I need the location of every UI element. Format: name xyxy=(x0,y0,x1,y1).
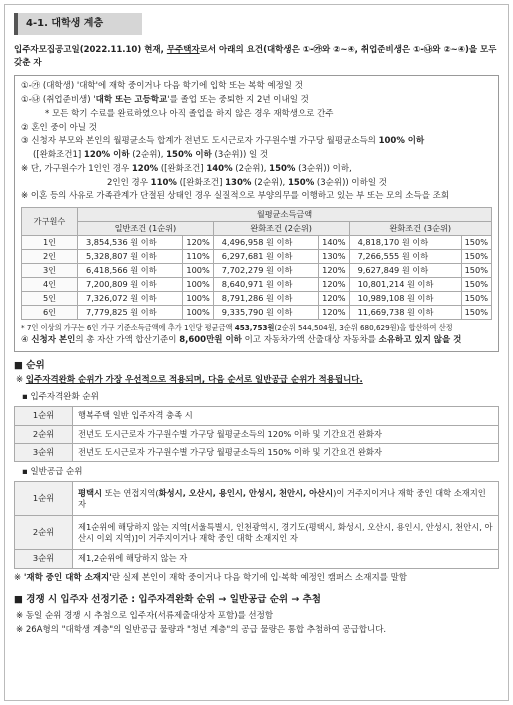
req-3-divorce: ※ 이혼 등의 사유로 가족관계가 단절된 상태인 경우 실질적으로 부양의무를 이행하고 있는 부 또는 모의 소득을 조회 xyxy=(21,191,450,202)
ranking-heading: ■ 순위 xyxy=(14,359,45,371)
desc-cell: 전년도 도시근로자 가구원수별 가구당 월평균소득의 120% 이하 및 기간요건 완화자 xyxy=(73,425,499,443)
table-row xyxy=(15,407,499,425)
income-cell-ap: 110% xyxy=(183,250,213,264)
income-cell-b: 8,640,971 원 이하 xyxy=(213,278,318,292)
rank-cell: 2순위 xyxy=(15,516,73,550)
table-row xyxy=(22,278,492,292)
income-cell-cp: 150% xyxy=(461,236,491,250)
req-1b: ①-㉯ (취업준비생) '대학 또는 고등학교'를 졸업 또는 중퇴한 지 2년 이내일 것 xyxy=(21,95,309,106)
income-cell-bp: 120% xyxy=(319,264,349,278)
income-cell-b: 4,496,958 원 이하 xyxy=(213,236,318,250)
rank-cell: 2순위 xyxy=(15,425,73,443)
req-3-two: 2인인 경우 110% ([완화조건] 130% (2순위), 150% (3순위)) 이하일 것 xyxy=(107,177,387,188)
req-3-single: ※ 단, 가구원수가 1인인 경우 120% ([완화조건] 140% (2순위), 150% (3순위)) 이하, xyxy=(21,163,352,174)
income-cell-bp: 120% xyxy=(319,292,349,306)
income-cell-ap: 100% xyxy=(183,292,213,306)
general-rank-table xyxy=(14,481,499,568)
desc-cell: 전년도 도시근로자 가구원수별 가구당 월평균소득의 150% 이하 및 기간요건 완화자 xyxy=(73,443,499,461)
income-footnote: * 7인 이상의 가구는 6인 가구 기준소득금액에 추가 1인당 평균금액 453,753원(2순위 544,504원, 3순위 680,629원)을 합산하여 산정 xyxy=(21,323,453,333)
selection-heading: ■ 경쟁 시 입주자 선정기준 : 입주자격완화 순위 → 일반공급 순위 → 추첨 xyxy=(14,594,321,606)
income-cell-a: 3,854,536 원 이하 xyxy=(78,236,183,250)
income-cell-bp: 120% xyxy=(319,306,349,320)
desc-cell: 제1순위에 해당하지 않는 지역[서울특별시, 인천광역시, 경기도(평택시, 화성시, 오산시, 용인시, 안성시, 천안시, 아산시 이외 지역)]이 거주지이거나 재학 중인 대학 소재지인 자 xyxy=(73,516,499,550)
table-row xyxy=(15,550,499,568)
income-cell-ap: 100% xyxy=(183,306,213,320)
income-cell-cp: 150% xyxy=(461,306,491,320)
income-cell-c: 11,669,738 원 이하 xyxy=(349,306,461,320)
intro-pre: 입주자모집공고일(2022.11.10) 현재, xyxy=(14,45,167,55)
desc-cell: 행복주택 일반 입주자격 충족 시 xyxy=(73,407,499,425)
table-row xyxy=(22,306,492,320)
income-cell-bp: 130% xyxy=(319,250,349,264)
campus-note: ※ '재학 중인 대학 소재지'란 실제 본인이 재학 중이거나 다음 학기에 입·복학 예정인 캠퍼스 소재지를 말함 xyxy=(14,572,407,583)
income-cell-n: 3인 xyxy=(22,264,78,278)
rank-cell: 3순위 xyxy=(15,443,73,461)
income-table xyxy=(21,207,492,320)
income-cell-a: 6,418,566 원 이하 xyxy=(78,264,183,278)
selection-note-1: ※ 동일 순위 경쟁 시 추첨으로 입주자(서류제출대상자 포함)를 선정함 xyxy=(16,610,274,621)
income-cell-b: 7,702,279 원 이하 xyxy=(213,264,318,278)
relax-rank-title: ▪ 입주자격완화 순위 xyxy=(22,391,99,402)
req-3: ③ 신청자 부모와 본인의 월평균소득 합계가 전년도 도시근로자 가구원수별 가구당 월평균소득의 100% 이하 xyxy=(21,136,425,147)
req-1b-note: * 모든 학기 수료를 완료하였으나 아직 졸업을 하지 않은 경우 재학생으로 간주 xyxy=(45,108,334,119)
table-row xyxy=(15,425,499,443)
table-row xyxy=(22,236,492,250)
general-rank-title: ▪ 일반공급 순위 xyxy=(22,466,83,477)
req-4: ④ 신청자 본인의 총 자산 가액 합산기준이 8,600만원 이하 이고 자동차가액 산출대상 자동차를 소유하고 있지 않을 것 xyxy=(21,334,462,345)
income-cell-c: 10,989,108 원 이하 xyxy=(349,292,461,306)
income-cell-a: 7,779,825 원 이하 xyxy=(78,306,183,320)
table-row xyxy=(22,264,492,278)
intro-post: 로서 아래의 요건(대학생은 ①-㉮와 ②~④, 취업준비생은 ①-㉯와 ②~④)을 모두 갖춘 자 xyxy=(14,45,497,69)
income-cell-a: 5,328,807 원 이하 xyxy=(78,250,183,264)
income-cell-n: 2인 xyxy=(22,250,78,264)
table-row xyxy=(15,443,499,461)
ranking-note: ※ 입주자격완화 순위가 가장 우선적으로 적용되며, 다음 순서로 일반공급 순위가 적용됩니다. xyxy=(16,375,363,386)
th-income-group: 월평균소득금액 xyxy=(78,208,492,222)
eligibility-intro xyxy=(14,44,499,70)
income-cell-a: 7,326,072 원 이하 xyxy=(78,292,183,306)
intro-homeless: 무주택자 xyxy=(166,45,200,55)
income-cell-n: 5인 xyxy=(22,292,78,306)
income-cell-cp: 150% xyxy=(461,292,491,306)
income-cell-b: 8,791,286 원 이하 xyxy=(213,292,318,306)
income-cell-a: 7,200,809 원 이하 xyxy=(78,278,183,292)
table-row xyxy=(22,292,492,306)
table-row xyxy=(15,516,499,550)
th-relax3: 완화조건 (3순위) xyxy=(349,222,491,236)
income-cell-cp: 150% xyxy=(461,264,491,278)
selection-note-2: ※ 26A형의 "대학생 계층"의 일반공급 물량과 "청년 계층"의 공급 물량은 통합 추첨하여 공급합니다. xyxy=(16,625,387,636)
income-cell-bp: 120% xyxy=(319,278,349,292)
th-relax2: 완화조건 (2순위) xyxy=(213,222,349,236)
income-cell-b: 6,297,681 원 이하 xyxy=(213,250,318,264)
income-cell-n: 1인 xyxy=(22,236,78,250)
income-cell-b: 9,335,790 원 이하 xyxy=(213,306,318,320)
income-cell-n: 6인 xyxy=(22,306,78,320)
rank-cell: 1순위 xyxy=(15,407,73,425)
income-cell-cp: 150% xyxy=(461,250,491,264)
income-cell-cp: 150% xyxy=(461,278,491,292)
rank-cell: 1순위 xyxy=(15,482,73,516)
req-1a: ①-㉮ (대학생) '대학'에 재학 중이거나 다음 학기에 입학 또는 복학 예정일 것 xyxy=(21,81,303,92)
section-title: 4-1. 대학생 계층 xyxy=(14,13,142,35)
desc-cell: 제1,2순위에 해당하지 않는 자 xyxy=(73,550,499,568)
desc-cell: 평택시 또는 연접지역(화성시, 오산시, 용인시, 안성시, 천안시, 아산시)이 거주지이거나 재학 중인 대학 소재지인 자 xyxy=(73,482,499,516)
income-cell-c: 4,818,170 원 이하 xyxy=(349,236,461,250)
income-cell-c: 7,266,555 원 이하 xyxy=(349,250,461,264)
th-general: 일반조건 (1순위) xyxy=(78,222,214,236)
th-household: 가구원수 xyxy=(22,208,78,236)
income-cell-c: 10,801,214 원 이하 xyxy=(349,278,461,292)
table-row xyxy=(15,482,499,516)
document-page xyxy=(4,4,509,701)
rank-cell: 3순위 xyxy=(15,550,73,568)
table-row xyxy=(22,250,492,264)
requirements-box xyxy=(14,75,499,351)
req-2: ② 혼인 중이 아닐 것 xyxy=(21,122,97,133)
income-cell-ap: 100% xyxy=(183,278,213,292)
income-cell-ap: 120% xyxy=(183,236,213,250)
relax-rank-table xyxy=(14,406,499,462)
income-cell-c: 9,627,849 원 이하 xyxy=(349,264,461,278)
req-3-relax: ([완화조건1] 120% 이하 (2순위), 150% 이하 (3순위)) 일 것 xyxy=(33,150,269,161)
income-cell-n: 4인 xyxy=(22,278,78,292)
income-cell-bp: 140% xyxy=(319,236,349,250)
income-cell-ap: 100% xyxy=(183,264,213,278)
